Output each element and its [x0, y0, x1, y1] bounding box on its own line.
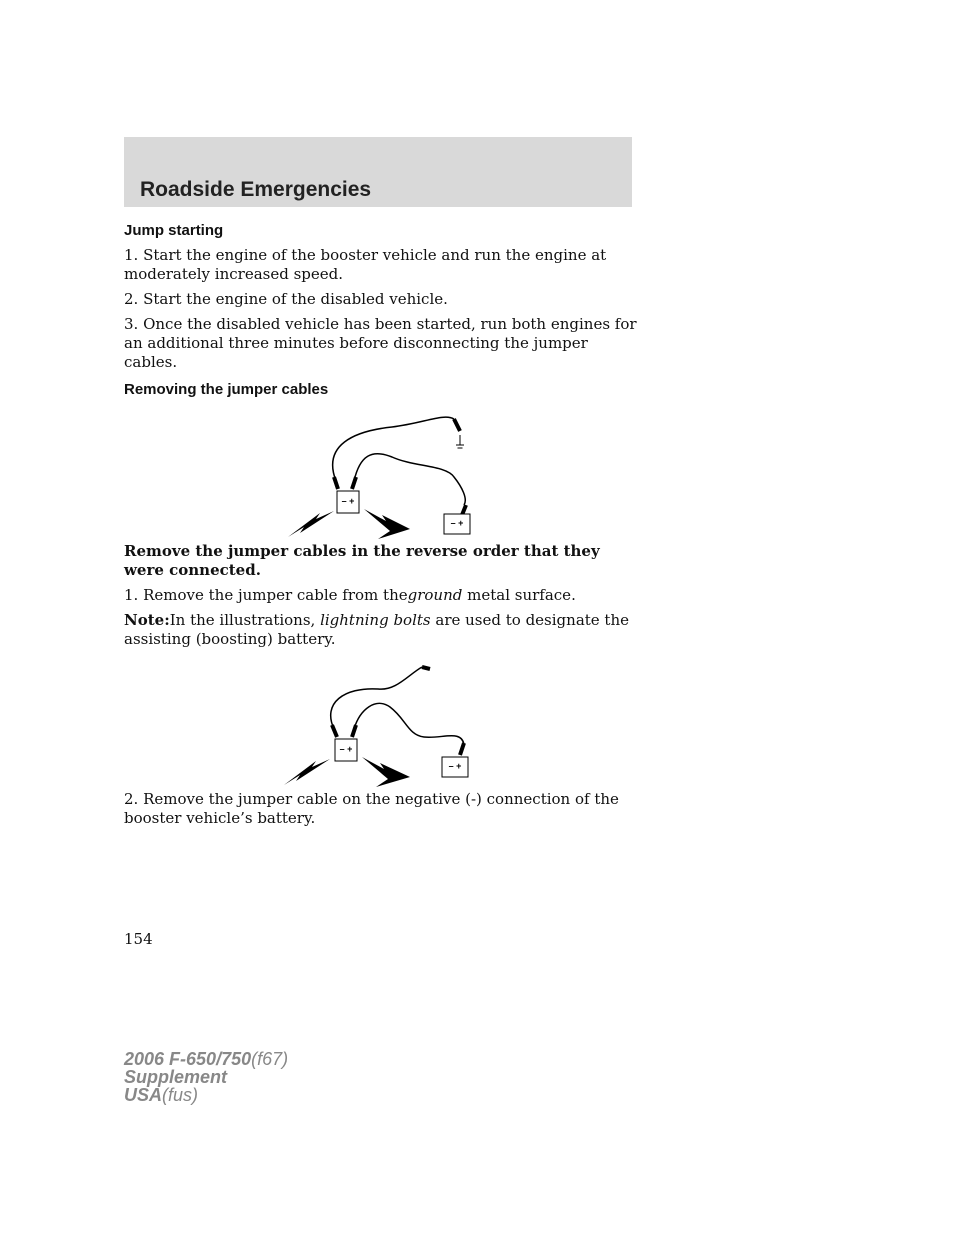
- illustration-jumper-cables-1: [124, 405, 644, 542]
- booster-battery-label: – +: [339, 744, 353, 754]
- removing-note: Note:In the illustrations, lightning bolts are used to designate the assisting (boosting) battery.: [124, 611, 629, 648]
- page-number: 154: [124, 930, 153, 948]
- jumper-cables-diagram-1: [124, 405, 644, 542]
- removing-intro: Remove the jumper cables in the reverse order that they were connected.: [124, 542, 600, 579]
- lightning-bolt-icon: [284, 759, 330, 785]
- lightning-bolt-icon: [362, 757, 410, 787]
- jump-step-2: 2. Start the engine of the disabled vehicle.: [124, 290, 448, 308]
- removing-step-2: 2. Remove the jumper cable on the negative (-) connection of the booster vehicle’s battery.: [124, 790, 619, 827]
- section-title: Roadside Emergencies: [140, 178, 372, 201]
- jumper-cables-diagram-2: [124, 655, 644, 790]
- jump-step-3: 3. Once the disabled vehicle has been started, run both engines for an additional three minutes before disconnecting the jumper cables.: [124, 315, 637, 371]
- page-content: [124, 221, 644, 834]
- footer-metadata: 2006 F-650/750(f67) Supplement USA(fus): [124, 1049, 289, 1105]
- lightning-bolt-icon: [288, 511, 334, 537]
- booster-battery-label: – +: [341, 496, 355, 506]
- jump-step-1: 1. Start the engine of the booster vehicle and run the engine at moderately increased speed.: [124, 246, 607, 283]
- removing-step-1: 1. Remove the jumper cable from theground metal surface.: [124, 586, 576, 604]
- lightning-bolt-icon: [364, 509, 410, 539]
- heading-removing: Removing the jumper cables: [124, 381, 329, 398]
- disabled-battery-label: – +: [448, 761, 462, 771]
- disabled-battery-label: – +: [450, 518, 464, 528]
- illustration-jumper-cables-2: [124, 655, 644, 790]
- heading-jump-starting: Jump starting: [124, 222, 224, 239]
